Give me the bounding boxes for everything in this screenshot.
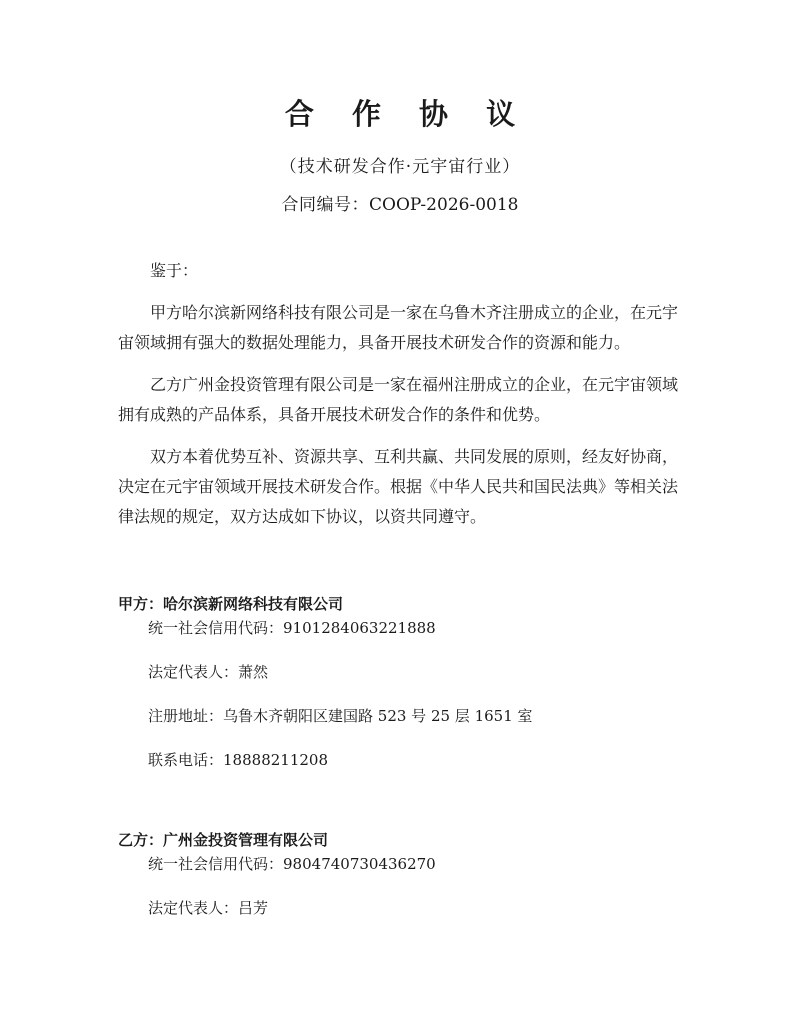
party-b-label: 乙方： (118, 831, 164, 849)
party-b-rep-label: 法定代表人： (148, 899, 239, 917)
contract-number (0, 190, 800, 215)
contract-number-value: COOP-2026-0018 (369, 195, 519, 215)
party-b-credit-code-label: 统一社会信用代码： (148, 855, 284, 873)
party-a-phone-label: 联系电话： (148, 751, 224, 769)
party-b-section (118, 828, 688, 940)
party-a-section (118, 592, 688, 792)
party-a-credit-code-row (118, 616, 688, 660)
party-b-name: 广州金投资管理有限公司 (163, 831, 329, 849)
preamble-paragraph-party-b: 乙方广州金投资管理有限公司是一家在福州注册成立的企业，在元宇宙领域拥有成熟的产品体系，具备开展技术研发合作的条件和优势。 (118, 375, 679, 424)
preamble-heading: 鉴于： (150, 261, 199, 280)
party-a-rep-label: 法定代表人： (148, 663, 239, 681)
party-a-address: 乌鲁木齐朝阳区建国路 523 号 25 层 1651 室 (223, 707, 533, 725)
party-a-credit-code-label: 统一社会信用代码： (148, 619, 284, 637)
document-subtitle: （技术研发合作·元宇宙行业） (279, 157, 521, 177)
party-b-rep: 吕芳 (238, 899, 269, 917)
party-a-phone-row (118, 748, 688, 792)
party-a-header (118, 592, 688, 616)
party-a-address-label: 注册地址： (148, 707, 224, 725)
document-title: 合 作 协 议 (284, 97, 530, 131)
party-b-credit-code-row (118, 852, 688, 896)
party-a-name: 哈尔滨新网络科技有限公司 (163, 595, 344, 613)
party-b-rep-row (118, 896, 688, 940)
party-a-address-row (118, 704, 688, 748)
preamble-paragraph-party-a: 甲方哈尔滨新网络科技有限公司是一家在乌鲁木齐注册成立的企业，在元宇宙领域拥有强大的数据处理能力，具备开展技术研发合作的资源和能力。 (118, 303, 679, 352)
preamble-paragraph-agreement: 双方本着优势互补、资源共享、互利共赢、共同发展的原则，经友好协商，决定在元宇宙领域开展技术研发合作。根据《中华人民共和国民法典》等相关法律法规的规定，双方达成如下协议，以资共同遵守。 (118, 447, 679, 526)
preamble (118, 256, 688, 532)
party-a-rep: 萧然 (238, 663, 269, 681)
party-a-phone: 18888211208 (223, 751, 328, 769)
party-a-label: 甲方： (118, 595, 164, 613)
party-a-credit-code: 9101284063221888 (283, 619, 436, 637)
contract-number-label: 合同编号： (281, 195, 370, 215)
party-a-rep-row (118, 660, 688, 704)
party-b-credit-code: 9804740730436270 (283, 855, 436, 873)
party-b-header (118, 828, 688, 852)
